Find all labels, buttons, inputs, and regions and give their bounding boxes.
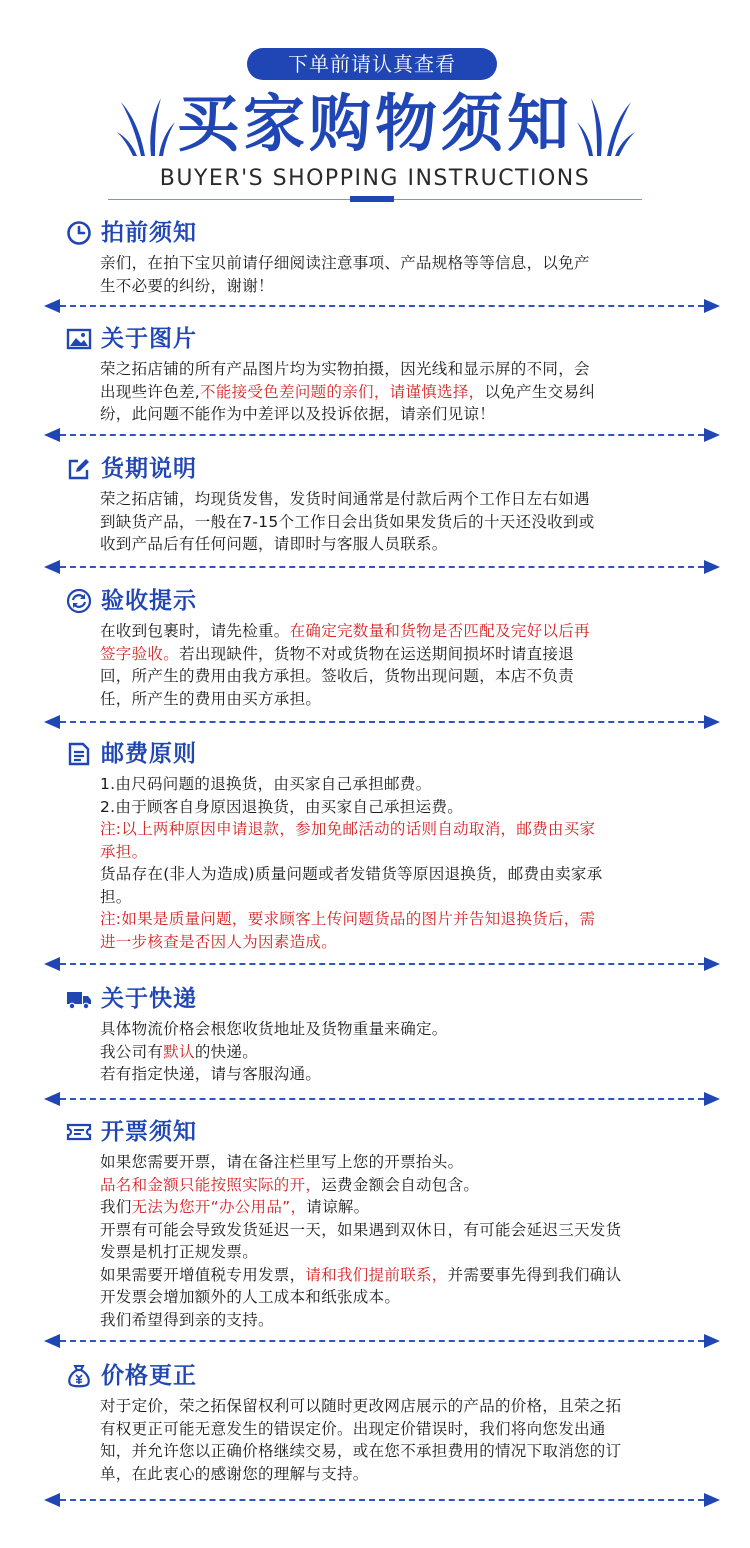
arrow-left-icon xyxy=(44,428,60,442)
body-text-line: 任，所产生的费用由买方承担。 xyxy=(100,689,322,708)
body-text-line: 注:以上两种原因申请退款，参加免邮活动的话则自动取消，邮费由买家 xyxy=(100,820,596,838)
edit-icon xyxy=(66,456,92,482)
body-text-line: 如果您需要开票，请在备注栏里写上您的开票抬头。 xyxy=(100,1153,464,1171)
section-body xyxy=(100,1395,705,1485)
body-text-line: 荣之拓店铺，均现货发售，发货时间通常是付款后两个工作日左右如遇 xyxy=(100,490,590,508)
section-divider xyxy=(44,428,720,442)
page-title: 买家购物须知 xyxy=(176,87,573,160)
body-text-line: 开发票会增加额外的人工成本和纸张成本。 xyxy=(100,1288,401,1306)
section-title: 验收提示 xyxy=(101,588,197,614)
money-bag-icon xyxy=(66,1363,92,1389)
header-accent-bar xyxy=(350,196,394,202)
arrow-left-icon xyxy=(44,1493,60,1507)
body-text-line: 荣之拓店铺的所有产品图片均为实物拍摄，因光线和显示屏的不同，会 xyxy=(100,360,590,378)
section-title: 货期说明 xyxy=(101,456,197,482)
refresh-icon xyxy=(66,588,92,614)
arrow-right-icon xyxy=(704,428,720,442)
body-text-line: 回，所产生的费用由我方承担。签收后，货物出现问题，本店不负责 xyxy=(100,667,575,685)
body-text-line: 纷，此问题不能作为中差评以及投诉依据，请亲们见谅！ xyxy=(100,405,496,423)
dashed-line xyxy=(60,1340,704,1342)
body-text-line xyxy=(100,1196,700,1219)
highlighted-warning-text: 签字验收。 xyxy=(100,644,180,663)
highlighted-warning-text: 不能接受色差问题的亲们，请谨慎选择， xyxy=(200,382,485,401)
arrow-left-icon xyxy=(44,715,60,729)
highlighted-warning-text: 请和我们提前联系， xyxy=(305,1265,448,1284)
highlighted-warning-text: 默认 xyxy=(163,1042,195,1061)
body-text-line: 到缺货产品，一般在7-15个工作日会出货如果发货后的十天还没收到或 xyxy=(100,512,595,531)
dashed-line xyxy=(60,963,704,965)
body-text-line xyxy=(100,643,685,666)
body-text-line: 2.由于顾客自身原因退换货，由买家自己承担运费。 xyxy=(100,797,463,816)
section-divider xyxy=(44,1493,720,1507)
body-text-line: 有权更正可能无意发生的错误定价。出现定价错误时，我们将向您发出通 xyxy=(100,1419,606,1438)
body-text: 以免产生交易纠 xyxy=(484,382,596,401)
dashed-line xyxy=(60,1499,704,1501)
body-text-line: 货品存在(非人为造成)质量问题或者发错货等原因退换货，邮费由卖家承 xyxy=(100,865,603,883)
body-text-line: 担。 xyxy=(100,887,132,906)
dashed-line xyxy=(60,721,704,723)
body-text: 我们 xyxy=(100,1198,132,1216)
section-title: 关于快递 xyxy=(101,986,197,1012)
body-text: 在收到包裹时，请先检重。 xyxy=(100,622,290,640)
arrow-right-icon xyxy=(704,1334,720,1348)
body-text-line xyxy=(100,1041,685,1064)
body-text: 运费金额会自动包含。 xyxy=(321,1175,480,1194)
body-text-line xyxy=(100,381,685,404)
arrow-right-icon xyxy=(704,299,720,313)
section-body xyxy=(100,773,685,953)
grass-decoration-icon xyxy=(575,96,637,158)
arrow-left-icon xyxy=(44,299,60,313)
section-divider xyxy=(44,560,720,574)
highlighted-warning-text: 在确定完数量和货物是否匹配及完好以后再 xyxy=(289,622,590,640)
section-divider xyxy=(44,957,720,971)
header-pill: 下单前请认真查看 xyxy=(247,48,497,80)
body-text-line xyxy=(100,620,685,643)
arrow-left-icon xyxy=(44,957,60,971)
section-divider xyxy=(44,1334,720,1348)
page-subtitle: BUYER'S SHOPPING INSTRUCTIONS xyxy=(159,166,591,191)
section-divider xyxy=(44,1092,720,1106)
section-title: 关于图片 xyxy=(101,326,197,352)
clock-icon xyxy=(66,220,92,246)
section-divider xyxy=(44,299,720,313)
section-title: 开票须知 xyxy=(101,1119,197,1145)
body-text-line: 我们希望得到亲的支持。 xyxy=(100,1310,274,1329)
dashed-line xyxy=(60,305,704,307)
ticket-icon xyxy=(66,1119,92,1145)
highlighted-warning-text: 无法为您开“办公用品”， xyxy=(131,1198,307,1216)
body-text-line: 生不必要的纠纷，谢谢！ xyxy=(100,276,274,295)
highlighted-warning-text: 品名和金额只能按照实际的开， xyxy=(100,1175,322,1194)
body-text-line: 进一步核查是否因人为因素造成。 xyxy=(100,932,338,951)
picture-icon xyxy=(66,326,92,352)
arrow-left-icon xyxy=(44,560,60,574)
section-body xyxy=(100,252,685,297)
body-text-line: 单，在此衷心的感谢您的理解与支持。 xyxy=(100,1464,369,1483)
section-body xyxy=(100,1018,685,1086)
body-text-line: 1.由尺码问题的退换货，由买家自己承担邮费。 xyxy=(100,775,432,793)
arrow-left-icon xyxy=(44,1092,60,1106)
body-text-line: 发票是机打正规发票。 xyxy=(100,1243,259,1261)
body-text: 的快递。 xyxy=(194,1042,259,1061)
body-text-line xyxy=(100,1264,700,1287)
section-title: 拍前须知 xyxy=(101,220,197,246)
body-text: 若出现缺件，货物不对或货物在运送期间损坏时请直接退 xyxy=(179,644,575,663)
body-text: 我公司有 xyxy=(100,1042,164,1061)
section-title: 价格更正 xyxy=(101,1363,197,1389)
section-title: 邮费原则 xyxy=(101,741,197,767)
document-icon xyxy=(66,741,92,767)
section-body xyxy=(100,358,685,426)
body-text-line: 注:如果是质量问题，要求顾客上传问题货品的图片并告知退换货后，需 xyxy=(100,910,596,928)
section-body xyxy=(100,488,685,556)
body-text-line: 具体物流价格会根您收货地址及货物重量来确定。 xyxy=(100,1020,448,1038)
section-body xyxy=(100,1151,700,1331)
body-text: 如果需要开增值税专用发票， xyxy=(100,1265,306,1284)
body-text-line: 知，并允许您以正确价格继续交易，或在您不承担费用的情况下取消您的订 xyxy=(100,1442,622,1460)
truck-icon xyxy=(66,986,92,1012)
body-text-line xyxy=(100,1174,700,1197)
arrow-right-icon xyxy=(704,560,720,574)
dashed-line xyxy=(60,566,704,568)
dashed-line xyxy=(60,1098,704,1100)
dashed-line xyxy=(60,434,704,436)
body-text: 出现些许色差, xyxy=(100,382,201,401)
arrow-right-icon xyxy=(704,957,720,971)
body-text-line: 开票有可能会导致发货延迟一天，如果遇到双休日，有可能会延迟三天发货 xyxy=(100,1220,622,1239)
section-divider xyxy=(44,715,720,729)
arrow-right-icon xyxy=(704,1092,720,1106)
body-text-line: 对于定价，荣之拓保留权利可以随时更改网店展示的产品的价格，且荣之拓 xyxy=(100,1397,622,1415)
arrow-left-icon xyxy=(44,1334,60,1348)
body-text-line: 亲们，在拍下宝贝前请仔细阅读注意事项、产品规格等等信息，以免产 xyxy=(100,254,590,272)
arrow-right-icon xyxy=(704,1493,720,1507)
body-text-line: 若有指定快递，请与客服沟通。 xyxy=(100,1065,322,1083)
body-text-line: 收到产品后有任何问题，请即时与客服人员联系。 xyxy=(100,535,448,553)
body-text: 请谅解。 xyxy=(306,1198,370,1216)
arrow-right-icon xyxy=(704,715,720,729)
body-text-line: 承担。 xyxy=(100,842,148,861)
section-body xyxy=(100,620,685,710)
body-text: 并需要事先得到我们确认 xyxy=(447,1265,622,1284)
